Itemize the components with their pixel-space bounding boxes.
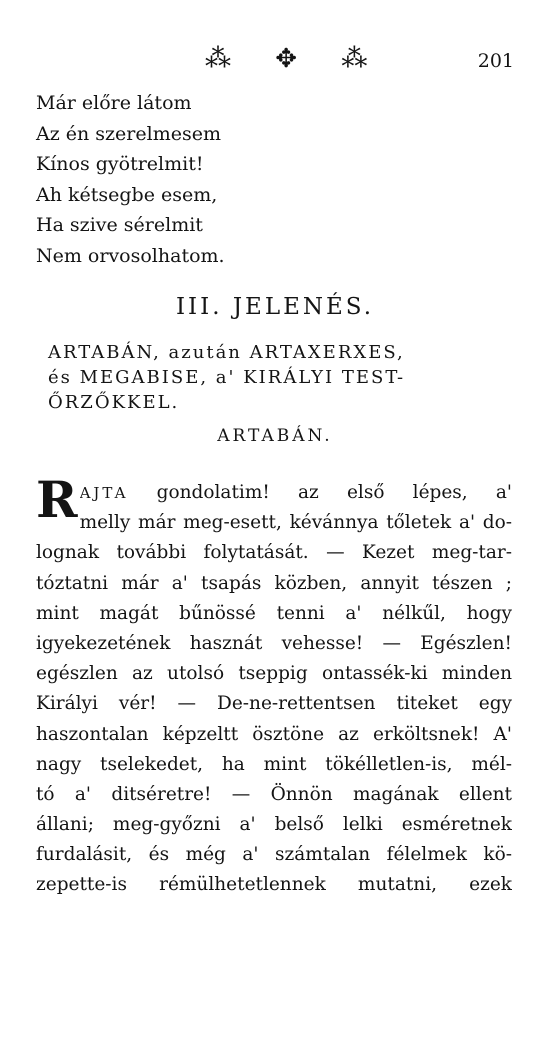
verse-line: Nem orvosolhatom. (36, 244, 225, 267)
prose-line: melly már meg-esett, kévánnya tőletek a' do- (79, 512, 512, 534)
scene-title: III. JELENÉS. (175, 294, 375, 320)
verse-stanza (36, 88, 516, 271)
first-word-small-caps: AJTA (79, 484, 129, 502)
prose-line: zepette-is rémülhetetlennek mutatni, ezek (36, 874, 512, 896)
cast-line: és MEGABISE, a' KIRÁLYI TEST- (48, 367, 406, 388)
verse-line: Kínos gyötrelmit! (36, 153, 204, 175)
verse-line: Ah kétsegbe esem, (36, 183, 218, 206)
prose-line: állani; meg-győzni a' belső lelki esméretnek (36, 814, 512, 836)
prose-line: igyekezetének hasznát vehesse! — Egészlen! (36, 632, 512, 654)
cast-line: ARTABÁN, azután ARTAXERXES, (48, 342, 405, 363)
prose-line: egészlen az utolsó tseppig ontassék-ki minden (36, 663, 512, 685)
speaker-name: ARTABÁN. (217, 426, 333, 446)
first-line-rest: gondolatim! az első lépes, a' (156, 482, 512, 503)
page-header (0, 38, 550, 78)
prose-line: Királyi vér! — De-ne-rettentsen titeket egy (36, 693, 512, 715)
verse-line: Az én szerelmesem (36, 122, 221, 145)
cast-list (48, 340, 518, 415)
prose-line: lognak további folytatását. — Kezet meg-tar- (36, 542, 512, 564)
prose-line: furdalásit, és még a' számtalan félelmek kö- (36, 844, 512, 866)
prose-line: tóztatni már a' tsapás közben, annyit tészen ; (36, 572, 512, 594)
drop-cap: R (36, 470, 78, 529)
page-number: 201 (477, 50, 514, 72)
prose-line: haszontalan képzeltt ösztöne az erköltsnek! A' (36, 723, 512, 745)
cast-line: ŐRZŐKKEL. (48, 392, 180, 413)
prose-line: mint magát bűnössé tenni a' nélkűl, hogy (36, 602, 512, 624)
verse-line: Már előre látom (36, 92, 192, 114)
prose-line (80, 478, 512, 508)
prose-body (36, 470, 512, 901)
prose-line: tó a' ditséretre! — Önnön magának ellent (36, 783, 512, 805)
ornament-icon: ⁂ ✥ ⁂ (205, 44, 386, 74)
prose-line: nagy tselekedet, ha mint tökélletlen-is, mél- (36, 753, 512, 775)
verse-line: Ha szive sérelmit (36, 214, 203, 236)
